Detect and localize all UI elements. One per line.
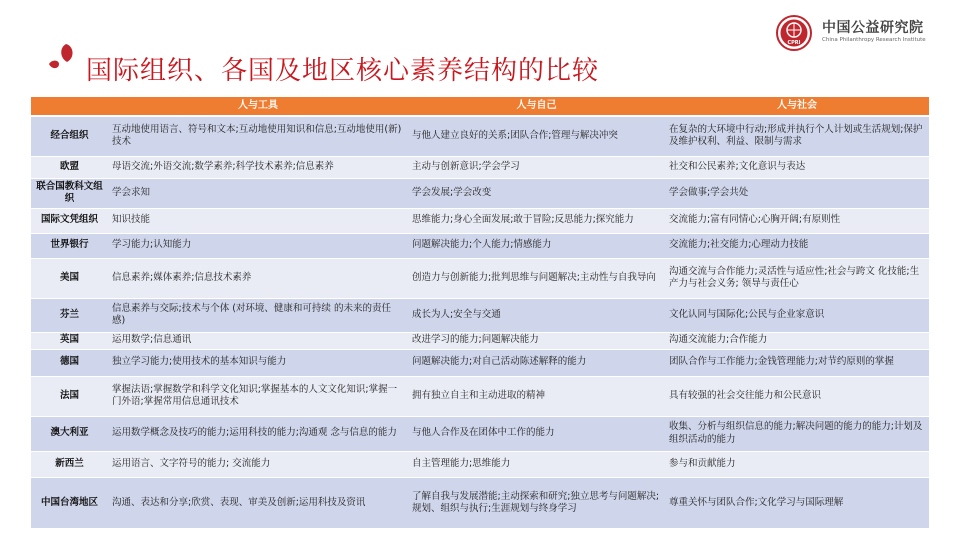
- table-row: [31, 332, 929, 349]
- cell-society: 收集、分析与组织信息的能力;解决问题的能力的能力;计划及组织活动的能力: [665, 416, 929, 451]
- header-people-self: 人与自己: [408, 97, 665, 116]
- cell-society: 学会做事;学会共处: [665, 178, 929, 208]
- row-label: 中国台湾地区: [31, 477, 108, 529]
- page-title: 国际组织、各国及地区核心素养结构的比较: [86, 56, 600, 86]
- table-row: [31, 156, 929, 178]
- cell-self: 自主管理能力;思维能力: [408, 451, 665, 477]
- table-row: [31, 116, 929, 156]
- cell-self: 创造力与创新能力;批判思维与问题解决;主动性与自我导向: [408, 258, 665, 298]
- cell-tools: 沟通、表达和分享;欣赏、表现、审美及创新;运用科技及资讯: [108, 477, 408, 529]
- row-label: 英国: [31, 332, 108, 349]
- row-label: 美国: [31, 258, 108, 298]
- table-row: [31, 477, 929, 529]
- table-row: [31, 233, 929, 258]
- cell-self: 问题解决能力;对自己活动陈述解释的能力: [408, 349, 665, 376]
- cpri-seal-icon: [776, 15, 812, 51]
- cell-self: 了解自我与发展潜能;主动探索和研究;独立思考与问题解决;规划、组织与执行;生涯规划与终身学习: [408, 477, 665, 529]
- cell-tools: 独立学习能力;使用技术的基本知识与能力: [108, 349, 408, 376]
- cell-tools: 运用数学;信息通讯: [108, 332, 408, 349]
- institute-logo: [776, 15, 946, 51]
- row-label: 经合组织: [31, 116, 108, 156]
- comparison-table: [31, 97, 929, 529]
- cell-society: 具有较强的社会交往能力和公民意识: [665, 376, 929, 416]
- cell-self: 成长为人;安全与交通: [408, 298, 665, 332]
- table-row: [31, 416, 929, 451]
- cell-society: 交流能力;社交能力;心理动力技能: [665, 233, 929, 258]
- cell-society: 参与和贡献能力: [665, 451, 929, 477]
- cell-self: 与他人建立良好的关系;团队合作;管理与解决冲突: [408, 116, 665, 156]
- cell-tools: 学会求知: [108, 178, 408, 208]
- logo-mark-text: CPRI: [787, 40, 801, 46]
- row-label: 新西兰: [31, 451, 108, 477]
- logo-name-cn: 中国公益研究院: [822, 20, 924, 36]
- cell-tools: 母语交流;外语交流;数学素养;科学技术素养;信息素养: [108, 156, 408, 178]
- logo-name-en: China Philanthropy Research Institute: [822, 37, 926, 43]
- cell-tools: 学习能力;认知能力: [108, 233, 408, 258]
- row-label: 国际文凭组织: [31, 208, 108, 233]
- table-row: [31, 349, 929, 376]
- header-people-tools: 人与工具: [108, 97, 408, 116]
- cell-self: 思维能力;身心全面发展;敢于冒险;反思能力;探究能力: [408, 208, 665, 233]
- cell-society: 尊重关怀与团队合作;文化学习与国际理解: [665, 477, 929, 529]
- table-row: [31, 376, 929, 416]
- row-label: 德国: [31, 349, 108, 376]
- title-bullet-icon: [44, 40, 78, 76]
- cell-society: 文化认同与国际化;公民与企业家意识: [665, 298, 929, 332]
- table-row: [31, 451, 929, 477]
- cell-society: 交流能力;富有同情心;心胸开阔;有原则性: [665, 208, 929, 233]
- cell-society: 在复杂的大环境中行动;形成并执行个人计划或生活规划;保护及维护权利、利益、限制与需求: [665, 116, 929, 156]
- table-row: [31, 298, 929, 332]
- table-row: [31, 208, 929, 233]
- cell-society: 社交和公民素养;文化意识与表达: [665, 156, 929, 178]
- cell-tools: 信息素养与交际;技术与个体 (对环境、健康和可持续 的未来的责任感): [108, 298, 408, 332]
- cell-tools: 互动地使用语言、符号和文本;互动地使用知识和信息;互动地使用(新)技术: [108, 116, 408, 156]
- row-label: 芬兰: [31, 298, 108, 332]
- row-label: 世界银行: [31, 233, 108, 258]
- header-region: [31, 97, 108, 116]
- cell-self: 学会发展;学会改变: [408, 178, 665, 208]
- cell-self: 主动与创新意识;学会学习: [408, 156, 665, 178]
- cell-tools: 运用语言、文字符号的能力; 交流能力: [108, 451, 408, 477]
- row-label: 欧盟: [31, 156, 108, 178]
- cell-society: 沟通交流能力;合作能力: [665, 332, 929, 349]
- table-row: [31, 178, 929, 208]
- cell-society: 团队合作与工作能力;金钱管理能力;对节约原则的掌握: [665, 349, 929, 376]
- row-label: 法国: [31, 376, 108, 416]
- cell-tools: 掌握法语;掌握数学和科学文化知识;掌握基本的人文文化知识;掌握一门外语;掌握常用信息通讯技术: [108, 376, 408, 416]
- cell-self: 改进学习的能力;问题解决能力: [408, 332, 665, 349]
- table-header-row: [31, 97, 929, 116]
- cell-society: 沟通交流与合作能力;灵活性与适应性;社会与跨文 化技能;生产力与社会义务; 领导与责任心: [665, 258, 929, 298]
- cell-self: 与他人合作及在团体中工作的能力: [408, 416, 665, 451]
- cell-self: 问题解决能力;个人能力;情感能力: [408, 233, 665, 258]
- row-label: 联合国教科文组织: [31, 178, 108, 208]
- cell-self: 拥有独立自主和主动进取的精神: [408, 376, 665, 416]
- cell-tools: 信息素养;媒体素养;信息技术素养: [108, 258, 408, 298]
- table-row: [31, 258, 929, 298]
- cell-tools: 知识技能: [108, 208, 408, 233]
- row-label: 澳大利亚: [31, 416, 108, 451]
- header-people-society: 人与社会: [665, 97, 929, 116]
- cell-tools: 运用数学概念及技巧的能力;运用科技的能力;沟通观 念与信息的能力: [108, 416, 408, 451]
